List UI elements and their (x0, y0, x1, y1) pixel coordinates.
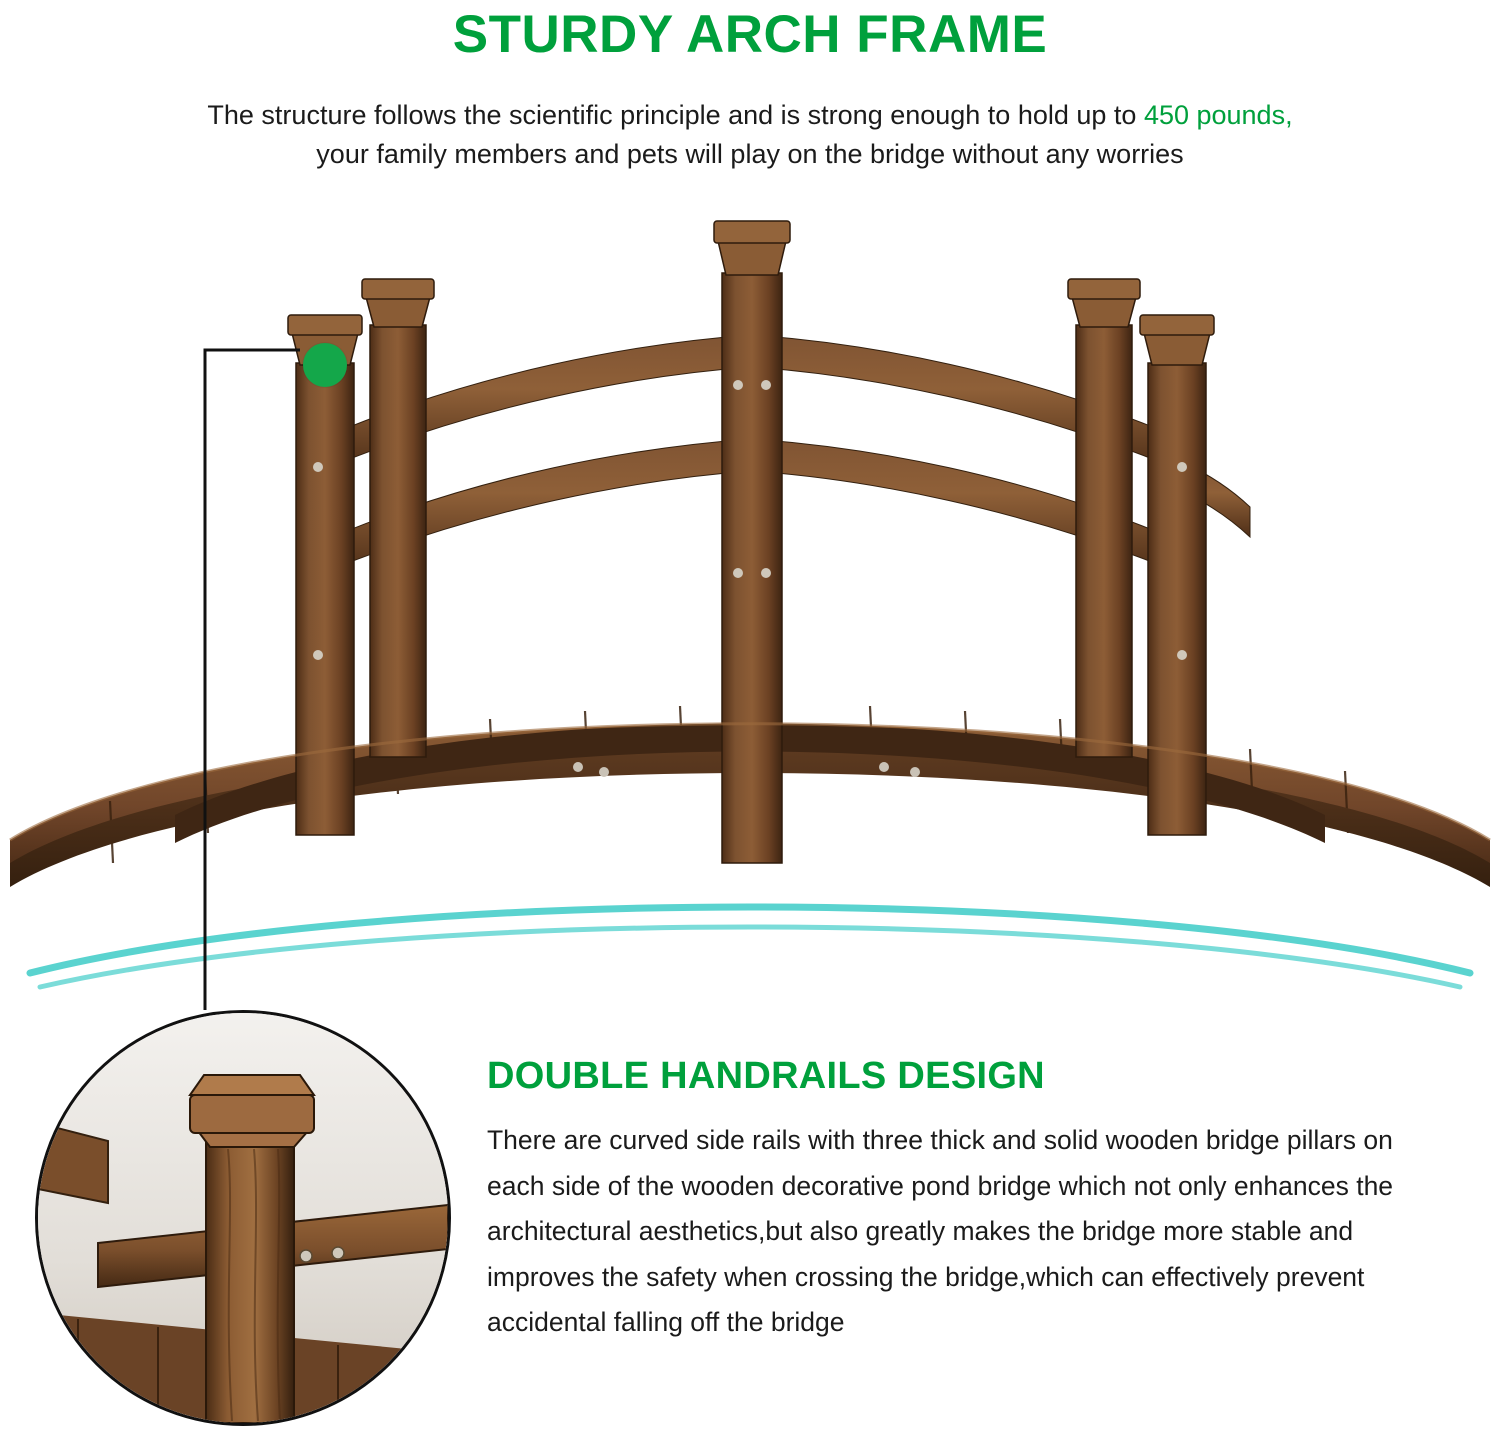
feature-description: There are curved side rails with three thick and solid wooden bridge pillars on each side of the wooden decorative pond bridge which not only enhances the architectural aesthetics,but also greatly makes the bridge more stable and improves the safety when crossing the bridge,which can effectively prevent accidental falling off the bridge (487, 1125, 1394, 1338)
page-title: STURDY ARCH FRAME (452, 5, 1048, 64)
page-description (40, 96, 1460, 174)
detail-closeup-photo (35, 1010, 451, 1426)
post-right-outer (1140, 315, 1214, 835)
post-center (714, 221, 790, 863)
bridge-illustration (0, 215, 1500, 915)
post-left-outer (288, 315, 362, 835)
arc-accent-graphic (0, 855, 1500, 995)
description-text-part1: The structure follows the scientific principle and is strong enough to hold up to (207, 100, 1144, 130)
post-left-inner (362, 279, 434, 757)
post-right-inner (1068, 279, 1140, 757)
feature-title: DOUBLE HANDRAILS DESIGN (487, 1055, 1045, 1097)
highlight-marker-icon (303, 343, 347, 387)
description-highlight: 450 pounds, (1143, 100, 1293, 130)
description-text-part2: your family members and pets will play on the bridge without any worries (316, 139, 1184, 170)
main-product-photo (0, 215, 1500, 975)
closeup-illustration (38, 1013, 448, 1423)
